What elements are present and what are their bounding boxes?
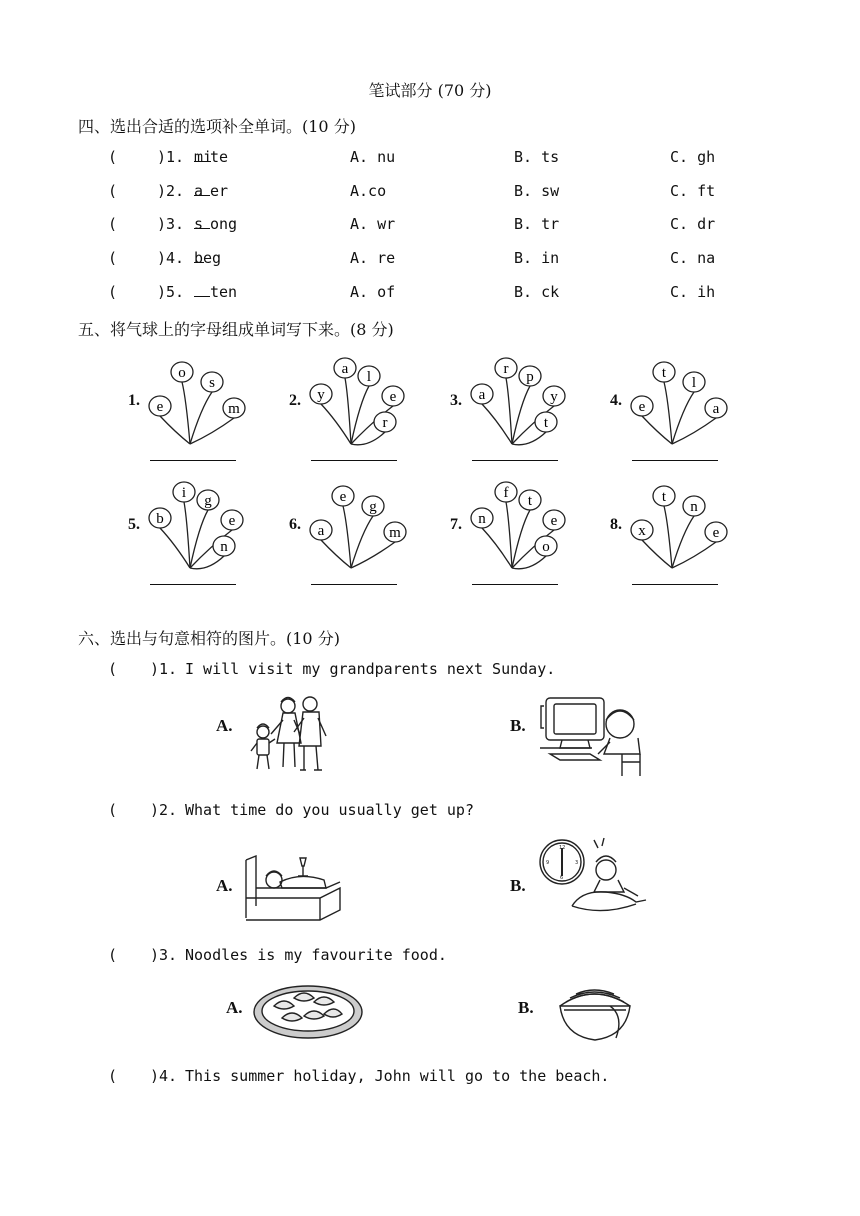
group-number: 3. — [450, 392, 462, 409]
option-b-label[interactable]: B. — [518, 998, 534, 1017]
balloon-letter: m — [389, 525, 401, 541]
option-a-label[interactable]: A. — [226, 998, 243, 1017]
balloon-letter: f — [503, 485, 509, 501]
option-c[interactable]: C. dr — [670, 215, 716, 233]
answer-blank[interactable]: )3. — [150, 946, 178, 964]
answer-blank[interactable]: )3. — [157, 215, 185, 233]
answer-blank[interactable]: )2. — [157, 182, 185, 200]
balloon-letter: l — [366, 369, 372, 385]
balloon-bunch — [307, 478, 417, 572]
answer-line[interactable] — [311, 584, 397, 585]
clock-waking-boy-picture — [538, 836, 648, 920]
balloon-letter: e — [228, 513, 236, 529]
balloon-letter: a — [478, 387, 486, 403]
balloon-letter: b — [156, 511, 164, 527]
answer-line[interactable] — [632, 460, 718, 461]
balloon-letter: a — [317, 523, 325, 539]
word-item-row — [0, 249, 860, 273]
word-stem: beg — [194, 249, 222, 267]
group-number: 8. — [610, 516, 622, 533]
group-number: 6. — [289, 516, 301, 533]
option-b[interactable]: B. in — [514, 249, 560, 267]
sleeping-boy-picture — [244, 852, 344, 924]
word-stem: a er — [194, 182, 229, 200]
word-stem: s ong — [194, 215, 238, 233]
svg-text:3: 3 — [575, 860, 579, 866]
balloon-word-group — [450, 354, 590, 464]
balloon-letter: g — [204, 493, 212, 509]
balloon-bunch — [146, 478, 256, 572]
question-row: ( )1. I will visit my grandparents next Sunday. — [108, 660, 556, 678]
balloon-word-group — [610, 478, 750, 588]
option-a[interactable]: A. wr — [350, 215, 396, 233]
balloon-bunch — [468, 478, 578, 572]
answer-line[interactable] — [150, 460, 236, 461]
balloon-letter: t — [527, 493, 533, 509]
answer-blank[interactable]: )5. — [157, 283, 185, 301]
balloon-letter: s — [209, 375, 215, 391]
answer-paren-open: ( — [108, 148, 118, 166]
group-number: 2. — [289, 392, 301, 409]
balloon-letter: t — [661, 365, 667, 381]
balloon-letter: a — [341, 361, 349, 377]
answer-line[interactable] — [311, 460, 397, 461]
balloon-letter: g — [369, 499, 377, 515]
group-number: 7. — [450, 516, 462, 533]
balloon-word-group — [450, 478, 590, 588]
balloon-letter: p — [526, 369, 534, 385]
balloon-letter: o — [178, 365, 186, 381]
option-b-label[interactable]: B. — [510, 716, 526, 735]
group-number: 5. — [128, 516, 140, 533]
section-5-heading: 五、将气球上的字母组成单词写下来。(8 分) — [78, 320, 394, 339]
balloon-bunch — [146, 354, 256, 448]
option-c[interactable]: C. ih — [670, 283, 716, 301]
question-text: This summer holiday, John will go to the beach. — [185, 1067, 610, 1085]
answer-blank[interactable]: )1. — [150, 660, 178, 678]
balloon-letter: y — [550, 389, 558, 405]
balloon-word-group — [289, 354, 429, 464]
option-a[interactable]: A. of — [350, 283, 396, 301]
balloon-bunch — [628, 354, 738, 448]
answer-paren-open: ( — [108, 283, 118, 301]
balloon-word-group — [128, 478, 268, 588]
answer-blank[interactable]: )2. — [150, 801, 178, 819]
balloon-letter: e — [712, 525, 720, 541]
word-stem: mi te — [194, 148, 229, 166]
option-a-label[interactable]: A. — [216, 716, 233, 735]
balloon-letter: a — [712, 401, 720, 417]
balloon-bunch — [307, 354, 417, 448]
family-picture — [248, 690, 340, 780]
svg-text:9: 9 — [546, 860, 550, 866]
option-a-label[interactable]: A. — [216, 876, 233, 895]
question-text: Noodles is my favourite food. — [185, 946, 447, 964]
option-b[interactable]: B. ck — [514, 283, 560, 301]
balloon-letter: n — [220, 539, 228, 555]
section-4-heading: 四、选出合适的选项补全单词。(10 分) — [78, 117, 356, 136]
word-item-row — [0, 283, 860, 307]
balloon-letter: e — [638, 399, 646, 415]
balloon-letter: t — [661, 489, 667, 505]
balloon-letter: e — [389, 389, 397, 405]
dumplings-plate-picture — [252, 984, 364, 1040]
answer-line[interactable] — [472, 584, 558, 585]
svg-text:12: 12 — [559, 845, 566, 851]
balloon-letter: n — [690, 499, 698, 515]
word-item-row — [0, 148, 860, 172]
answer-paren-open: ( — [108, 182, 118, 200]
balloon-letter: r — [503, 361, 509, 377]
option-a[interactable]: A.co — [350, 182, 387, 200]
letter-blank[interactable] — [194, 284, 210, 297]
page-title: 笔试部分 (70 分) — [368, 81, 492, 100]
computer-boy-picture — [540, 692, 646, 778]
option-c[interactable]: C. na — [670, 249, 716, 267]
answer-blank[interactable]: )1. — [157, 148, 185, 166]
balloon-letter: n — [478, 511, 486, 527]
balloon-word-group — [128, 354, 268, 464]
answer-line[interactable] — [632, 584, 718, 585]
balloon-word-group — [610, 354, 750, 464]
answer-line[interactable] — [472, 460, 558, 461]
balloon-letter: r — [382, 415, 388, 431]
option-b[interactable]: B. sw — [514, 182, 560, 200]
answer-paren-open: ( — [108, 249, 118, 267]
question-row: ( )2. What time do you usually get up? — [108, 801, 474, 819]
answer-line[interactable] — [150, 584, 236, 585]
question-row: ( )4. This summer holiday, John will go to the beach. — [108, 1067, 610, 1085]
balloon-bunch — [628, 478, 738, 572]
balloon-letter: y — [317, 387, 325, 403]
balloon-bunch — [468, 354, 578, 448]
balloon-letter: e — [156, 399, 164, 415]
balloon-letter: t — [543, 415, 549, 431]
group-number: 1. — [128, 392, 140, 409]
option-b-label[interactable]: B. — [510, 876, 526, 895]
balloon-word-group — [289, 478, 429, 588]
balloon-letter: m — [228, 401, 240, 417]
svg-text:6: 6 — [560, 875, 564, 881]
word-item-row — [0, 215, 860, 239]
balloon-letter: o — [542, 539, 550, 555]
section-6-heading: 六、选出与句意相符的图片。(10 分) — [78, 629, 340, 648]
balloon-letter: x — [638, 523, 646, 539]
answer-blank[interactable]: )4. — [157, 249, 185, 267]
balloon-letter: e — [339, 489, 347, 505]
group-number: 4. — [610, 392, 622, 409]
question-text: I will visit my grandparents next Sunday. — [185, 660, 556, 678]
option-a[interactable]: A. re — [350, 249, 396, 267]
option-c[interactable]: C. gh — [670, 148, 716, 166]
balloon-letter: i — [181, 485, 187, 501]
answer-paren-open: ( — [108, 215, 118, 233]
question-row: ( )3. Noodles is my favourite food. — [108, 946, 447, 964]
option-b[interactable]: B. ts — [514, 148, 560, 166]
option-a[interactable]: A. nu — [350, 148, 396, 166]
balloon-letter: l — [691, 375, 697, 391]
answer-blank[interactable]: )4. — [150, 1067, 178, 1085]
option-b[interactable]: B. tr — [514, 215, 560, 233]
option-c[interactable]: C. ft — [670, 182, 716, 200]
word-stem: ten — [194, 283, 210, 301]
noodle-bowl-picture — [556, 984, 634, 1044]
balloon-letter: e — [550, 513, 558, 529]
question-text: What time do you usually get up? — [185, 801, 474, 819]
word-item-row — [0, 182, 860, 206]
